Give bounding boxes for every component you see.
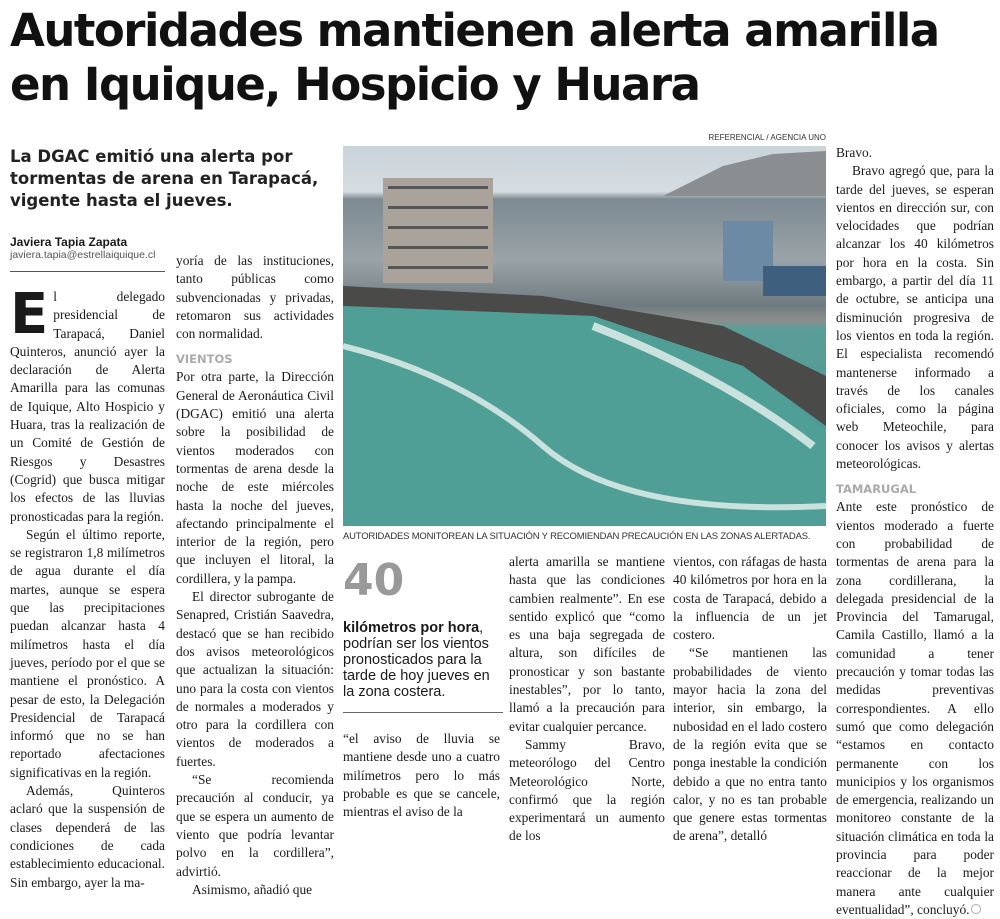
paragraph: l delegado presidencial de Tarapacá, Daniel Quinteros, anunció ayer la declaración de Alerta Amarilla para las comunas de Iquique, Alto Hospicio y Huara, tras la realización de un Comité de Gestión de Riesgos y Desastres (Cogrid) que busca mitigar los efectos de las lluvias pronosticadas para la región.	[10, 289, 165, 524]
author-name: Javiera Tapia Zapata	[10, 235, 128, 249]
column-3	[343, 730, 500, 821]
column-4	[509, 553, 665, 846]
paragraph: Sammy Bravo, meteorólogo del Centro Meteorológico Norte, confirmó que la región experimentará un aumento de los	[509, 736, 665, 844]
highlight-bold: kilómetros por hora	[343, 620, 480, 636]
column-6	[836, 144, 994, 919]
photo-caption: AUTORIDADES MONITOREAN LA SITUACIÓN Y RECOMIENDAN PRECAUCIÓN EN LAS ZONAS ALERTADAS.	[343, 531, 811, 542]
paragraph: vientos, con ráfagas de hasta 40 kilómetros por hora en la costa de Tarapacá, debido a la influencia de un jet costero.	[673, 554, 827, 643]
paragraph: Además, Quinteros aclaró que la suspensión de clases dependerá de las condiciones de cada establecimiento educacional. Sin embargo, ayer la ma-	[10, 783, 165, 890]
drop-cap: E	[10, 282, 49, 347]
end-mark-icon	[971, 904, 981, 914]
paragraph	[836, 498, 994, 919]
paragraph: Asimismo, añadió que	[192, 881, 313, 897]
coast-illustration	[343, 146, 826, 526]
paragraph: “Se mantienen las probabilidades de viento mayor hacia la zona del interior, sin embargo, la nubosidad en el lado costero de la región evita que se ponga inestable la condición debido a que no entra tanto calor, y no es tan probable que genere estas tormentas de arena”, detalló	[673, 645, 827, 844]
paragraph: Por otra parte, la Dirección General de Aeronáutica Civil (DGAC) emitió una alerta sobre la posibilidad de vientos moderados con tormentas de arena desde la noche de este miércoles hasta la noche del jueves, afectando principalmente el interior de la región, pero que incluyen el litoral, la cordillera, y la pampa.	[176, 369, 334, 586]
paragraph: Según el último reporte, se registraron 1,8 milímetros de agua durante el día martes, aunque se espera que las precipitaciones puedan alcanzar hasta 4 milímetros hasta el día jueves, período por el que se mantiene el pronóstico. A pesar de esto, la Delegación Presidencial de Tarapacá informó que no se han reportado afectaciones significativas en la región.	[10, 526, 165, 780]
paragraph-text: Ante este pronóstico de vientos moderado a fuerte con probabilidad de tormentas de arena para la zona cordillerana, la delegada presidencial de la Provincia del Tamarugal, Camila Castillo, llamó a la comunidad a tener precaución y tomar todas las medidas preventivas correspondientes. A ello sumó que como delegación “estamos en contacto permanente con los municipios y los organismos de emergencia, realizando un monitoreo constante de la situación climática en toda la provincia para poder reaccionar de la mejor manera ante cualquier eventualidad”, concluyó.	[836, 499, 994, 917]
subheading-tamarugal: TAMARUGAL	[836, 482, 917, 497]
column-1	[10, 282, 165, 892]
photo-iquique-coast	[343, 146, 826, 526]
column-5	[673, 553, 827, 846]
paragraph: “el aviso de lluvia se mantiene desde uno a cuatro milímetros pero lo más probable es que se cancele, mientras el aviso de la	[343, 731, 500, 820]
paragraph: yoría de las instituciones, tanto públicas como subvencionadas y privadas, retomaron sus actividades con normalidad.	[176, 253, 334, 342]
byline	[10, 235, 165, 272]
highlight-number: 40	[343, 555, 405, 606]
paragraph: El director subrogante de Senapred, Cristián Saavedra, destacó que se han recibido dos avisos meteorológicos que actualizan la situación: uno para la costa con vientos de normales a moderados y otro para la cordillera con vientos de moderados a fuertes.	[176, 589, 334, 769]
paragraph: alerta amarilla se mantiene hasta que las condiciones cambien realmente”. En ese sentido explicó que “como es una baja segregada de altura, son difíciles de pronosticar y son bastante inestables”, por lo tanto, llamó a la precaución para evitar cualquier percance.	[509, 554, 665, 734]
column-2	[176, 252, 334, 899]
highlight-text	[343, 620, 503, 713]
headline: Autoridades mantienen alerta amarilla en Iquique, Hospicio y Huara	[10, 4, 939, 111]
paragraph: Bravo.	[836, 145, 873, 160]
author-email: javiera.tapia@estrellaiquique.cl	[10, 249, 156, 261]
subheading-vientos: VIENTOS	[176, 352, 233, 367]
deck: La DGAC emitió una alerta por tormentas de arena en Tarapacá, vigente hasta el jueves.	[10, 147, 319, 210]
photo-credit: REFERENCIAL / AGENCIA UNO	[708, 133, 826, 142]
highlight-rest: , podrían ser los vientos pronosticados para la tarde de hoy jueves en la zona costera.	[343, 620, 490, 700]
paragraph: “Se recomienda precaución al conducir, ya que se espera un aumento de viento que podría levantar polvo en la cordillera”, advirtió.	[176, 772, 334, 879]
paragraph: Bravo agregó que, para la tarde del jueves, se esperan vientos en dirección sur, con velocidades que podrían alcanzar los 40 kilómetros por hora en la costa. Sin embargo, a partir del día 11 de octubre, se anticipa una disminución progresiva de los vientos en toda la región. El especialista recomendó mantenerse informado a través de los canales oficiales, como la página web Meteochile, para conocer los avisos y alertas meteorológicas.	[836, 163, 994, 472]
